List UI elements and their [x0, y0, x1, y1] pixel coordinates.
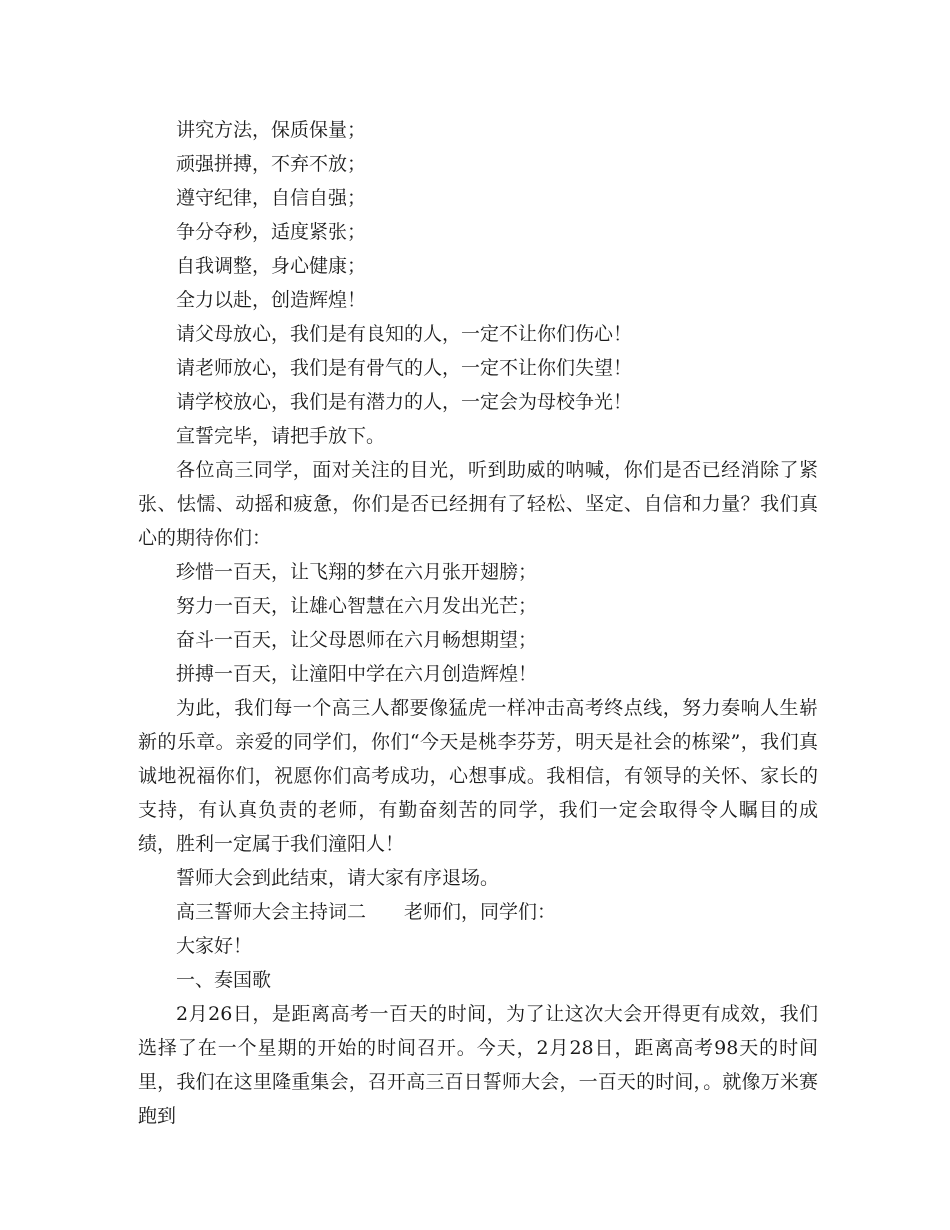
paragraph: 宣誓完毕，请把手放下。: [176, 425, 386, 447]
paragraph: 请父母放心，我们是有良知的人，一定不让你们伤心！: [176, 323, 633, 345]
paragraph: 顽强拼搏，不弃不放；: [176, 153, 367, 175]
paragraph: 奋斗一百天，让父母恩师在六月畅想期望；: [176, 629, 538, 651]
paragraph: 珍惜一百天，让飞翔的梦在六月张开翅膀；: [176, 561, 538, 583]
paragraph: 讲究方法，保质保量；: [176, 119, 367, 141]
paragraph: 全力以赴，创造辉煌！: [176, 289, 367, 311]
paragraph: 高三誓师大会主持词二 老师们，同学们：: [176, 901, 557, 923]
paragraph: 为此，我们每一个高三人都要像猛虎一样冲击高考终点线，努力奏响人生崭新的乐章。亲爱的同学们，你们“今天是桃李芬芳，明天是社会的栋梁”，我们真诚地祝福你们，祝愿你们高考成功，心想事成。我相信，有领导的关怀、家长的支持，有认真负责的老师，有勤奋刻苦的同学，我们一定会取得令人瞩目的成绩，胜利一定属于我们潼阳人！: [138, 697, 818, 855]
paragraph: 大家好！: [176, 935, 253, 957]
paragraph: 请学校放心，我们是有潜力的人，一定会为母校争光！: [176, 391, 633, 413]
paragraph: 一、奏国歌: [176, 969, 272, 991]
paragraph: 2月26日，是距离高考一百天的时间，为了让这次大会开得更有成效，我们选择了在一个星期的开始的时间召开。今天，2月28日，距离高考98天的时间里，我们在这里隆重集会，召开高三百日誓师大会，一百天的时间，。就像万米赛跑到: [138, 1003, 818, 1127]
paragraph: 誓师大会到此结束，请大家有序退场。: [176, 867, 500, 889]
document-body: [138, 113, 818, 1133]
paragraph: 努力一百天，让雄心智慧在六月发出光芒；: [176, 595, 538, 617]
paragraph: 各位高三同学，面对关注的目光，听到助威的呐喊，你们是否已经消除了紧张、怯懦、动摇和疲惫，你们是否已经拥有了轻松、坚定、自信和力量？我们真心的期待你们：: [138, 459, 818, 549]
paragraph: 拼搏一百天，让潼阳中学在六月创造辉煌！: [176, 663, 538, 685]
paragraph: 遵守纪律，自信自强；: [176, 187, 367, 209]
paragraph: 请老师放心，我们是有骨气的人，一定不让你们失望！: [176, 357, 633, 379]
paragraph: 自我调整，身心健康；: [176, 255, 367, 277]
paragraph: 争分夺秒，适度紧张；: [176, 221, 367, 243]
